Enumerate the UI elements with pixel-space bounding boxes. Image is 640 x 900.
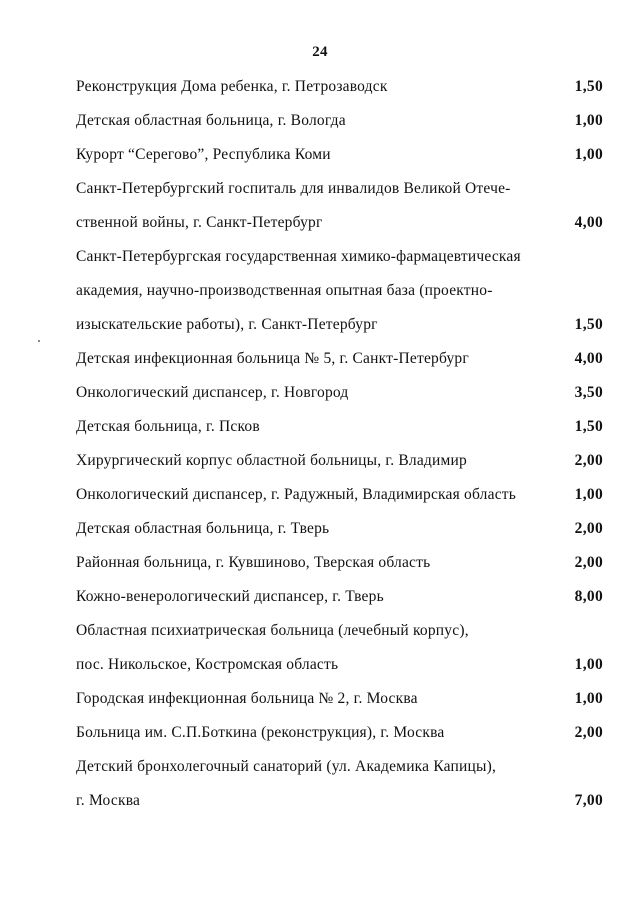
entry-text: Курорт “Серегово”, Республика Коми: [76, 146, 331, 163]
entry-text: изыскательские работы), г. Санкт-Петербург: [76, 316, 378, 333]
entry-text: академия, научно-производственная опытная база (проектно-: [76, 282, 493, 299]
entry-value: 8,00: [574, 588, 603, 605]
list-item: [0, 378, 640, 412]
entry-text: Онкологический диспансер, г. Радужный, Владимирская область: [76, 486, 517, 503]
entry-value: 1,00: [574, 656, 603, 673]
entry-value: 2,00: [574, 452, 603, 469]
list-item: [0, 480, 640, 514]
entry-text: Районная больница, г. Кувшиново, Тверская область: [76, 554, 431, 571]
entry-text: Онкологический диспансер, г. Новгород: [76, 384, 349, 401]
entry-text: Хирургический корпус областной больницы, г. Владимир: [76, 452, 467, 469]
list-item: [0, 446, 640, 480]
entry-value: 1,00: [574, 690, 603, 707]
entry-value: 4,00: [574, 214, 603, 231]
entry-value: 7,00: [574, 792, 603, 809]
entry-value: 3,50: [574, 384, 603, 401]
list-item: [0, 242, 640, 276]
list-item: [0, 684, 640, 718]
entry-text: Больница им. С.П.Боткина (реконструкция), г. Москва: [76, 724, 445, 741]
entry-value: 1,00: [574, 486, 603, 503]
entry-value: 1,50: [574, 316, 603, 333]
list-item: [0, 582, 640, 616]
list-item: [0, 208, 640, 242]
entry-value: 2,00: [574, 554, 603, 571]
entry-text: Детская больница, г. Псков: [76, 418, 260, 435]
entry-list: [0, 72, 640, 820]
entry-text: Санкт-Петербургская государственная химико-фармацевтическая: [76, 248, 521, 265]
list-item: [0, 650, 640, 684]
list-item: [0, 344, 640, 378]
entry-text: пос. Никольское, Костромская область: [76, 656, 339, 673]
entry-text: Кожно-венерологический диспансер, г. Тверь: [76, 588, 384, 605]
entry-text: ственной войны, г. Санкт-Петербург: [76, 214, 323, 231]
list-item: [0, 310, 640, 344]
entry-text: Областная психиатрическая больница (лечебный корпус),: [76, 622, 469, 639]
list-item: [0, 72, 640, 106]
list-item: [0, 412, 640, 446]
entry-value: 1,50: [574, 78, 603, 95]
entry-text: Детский бронхолегочный санаторий (ул. Академика Капицы),: [76, 758, 497, 775]
entry-value: 2,00: [574, 520, 603, 537]
list-item: [0, 276, 640, 310]
entry-text: г. Москва: [76, 792, 141, 809]
list-item: [0, 718, 640, 752]
entry-value: 4,00: [574, 350, 603, 367]
list-item: [0, 174, 640, 208]
entry-text: Городская инфекционная больница № 2, г. Москва: [76, 690, 418, 707]
entry-text: Реконструкция Дома ребенка, г. Петрозаводск: [76, 78, 388, 95]
list-item: [0, 548, 640, 582]
entry-value: 1,50: [574, 418, 603, 435]
entry-text: Санкт-Петербургский госпиталь для инвалидов Великой Отече-: [76, 180, 511, 197]
entry-value: 2,00: [574, 724, 603, 741]
list-item: [0, 514, 640, 548]
list-item: [0, 140, 640, 174]
entry-value: 1,00: [574, 146, 603, 163]
entry-value: 1,00: [574, 112, 603, 129]
entry-text: Детская инфекционная больница № 5, г. Санкт-Петербург: [76, 350, 469, 367]
list-item: [0, 106, 640, 140]
entry-text: Детская областная больница, г. Вологда: [76, 112, 346, 129]
page-number: 24: [312, 44, 328, 60]
list-item: [0, 786, 640, 820]
list-item: [0, 752, 640, 786]
list-item: [0, 616, 640, 650]
entry-text: Детская областная больница, г. Тверь: [76, 520, 330, 537]
